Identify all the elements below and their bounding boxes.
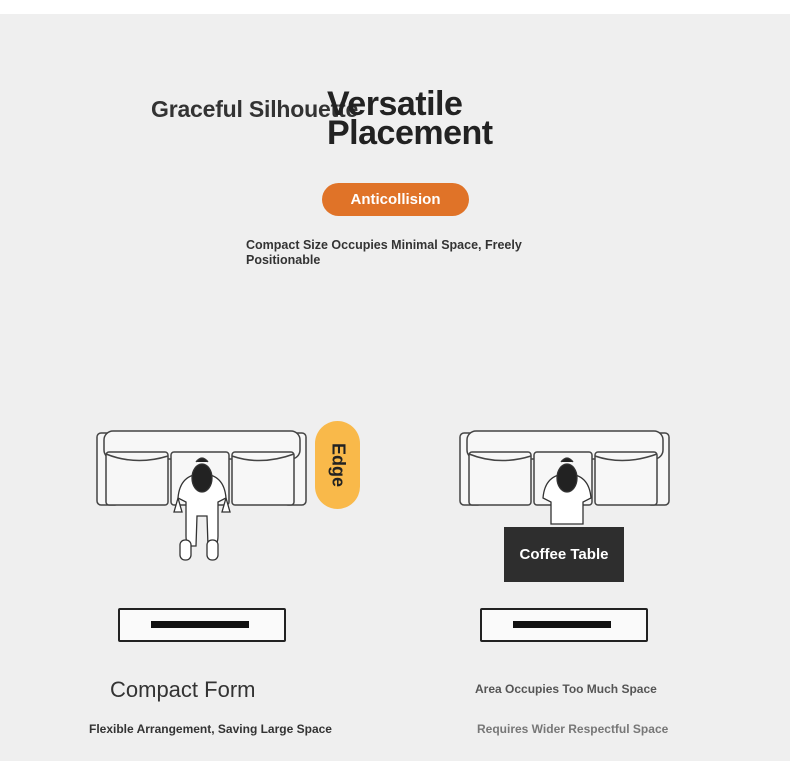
tv-icon-left xyxy=(118,608,286,642)
subtitle-text: Compact Size Occupies Minimal Space, Freely Positionable xyxy=(246,238,522,267)
edge-label: Edge xyxy=(328,442,348,488)
tv-icon-right xyxy=(480,608,648,642)
anticollision-badge: Anticollision xyxy=(322,183,469,216)
page-title xyxy=(327,85,493,152)
area-occupies-caption: Area Occupies Too Much Space xyxy=(475,682,657,696)
graceful-silhouette-title: Graceful Silhouette xyxy=(151,96,359,122)
flexible-arrangement-text: Flexible Arrangement, Saving Large Space xyxy=(89,722,332,736)
tv-screen-left xyxy=(151,621,249,628)
sofa-icon-right xyxy=(459,428,671,533)
sofa-icon-left xyxy=(96,428,308,568)
page-title-line1: Versatile xyxy=(327,85,463,123)
coffee-table: Coffee Table xyxy=(504,527,624,582)
requires-space-text: Requires Wider Respectful Space xyxy=(477,722,669,736)
page-title-line2: Placement xyxy=(327,114,493,152)
edge-label-pill xyxy=(315,421,360,509)
compact-form-caption: Compact Form xyxy=(110,677,256,702)
tv-screen-right xyxy=(513,621,611,628)
